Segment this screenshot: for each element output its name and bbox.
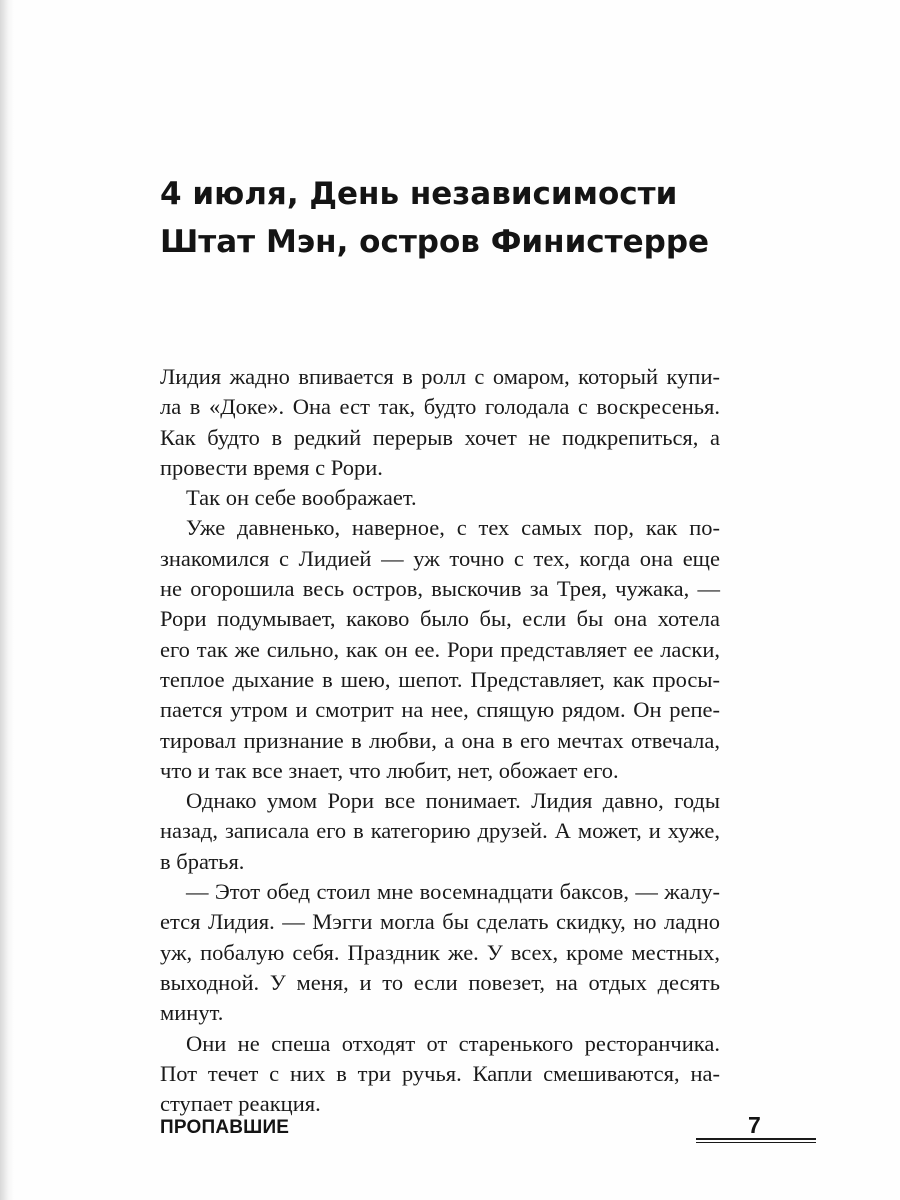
text-line: выходной. У меня, и то если повезет, на отдых десять bbox=[160, 969, 720, 995]
text-line: Как будто в редкий перерыв хочет не подкрепиться, а bbox=[160, 424, 720, 450]
text-line: в братья. bbox=[160, 848, 245, 874]
page-number: 7 bbox=[748, 1112, 761, 1138]
text-line: уж, побалую себя. Праздник же. У всех, кроме местных, bbox=[160, 939, 720, 965]
text-line: Рори подумывает, каково было бы, если бы она хотела bbox=[160, 606, 720, 632]
text-line: Однако умом Рори все понимает. Лидия давно, годы bbox=[186, 788, 720, 814]
text-line: Уже давненько, наверное, с тех самых пор, как по- bbox=[186, 515, 720, 541]
chapter-heading-date: 4 июля, День независимости bbox=[160, 176, 678, 212]
running-footer-title: ПРОПАВШИЕ bbox=[160, 1117, 290, 1138]
chapter-heading-place: Штат Мэн, остров Финистерре bbox=[160, 224, 710, 260]
text-line: его так же сильно, как он ее. Рори представляет ее ласки, bbox=[160, 636, 720, 662]
text-line: тировал признание в любви, а она в его мечтах отвечала, bbox=[160, 727, 720, 753]
text-line: Пот течет с них в три ручья. Капли смешиваются, на- bbox=[160, 1060, 720, 1086]
chapter-heading bbox=[160, 170, 780, 266]
page-edge-shadow bbox=[0, 0, 14, 1200]
text-line: что и так все знает, что любит, нет, обожает его. bbox=[160, 757, 619, 783]
text-line: ется Лидия. — Мэгги могла бы сделать скидку, но ладно bbox=[160, 909, 720, 935]
text-line: Так он себе воображает. bbox=[186, 485, 417, 511]
text-line: пается утром и смотрит на нее, спящую рядом. Он репе- bbox=[160, 697, 720, 723]
text-line: не огорошила весь остров, выскочив за Трея, чужака, — bbox=[160, 576, 720, 602]
text-line: назад, записала его в категорию друзей. А может, и хуже, bbox=[160, 818, 720, 844]
text-line: провести время с Рори. bbox=[160, 454, 383, 480]
text-line: минут. bbox=[160, 1000, 224, 1026]
text-line: теплое дыхание в шею, шепот. Представляет, как просы- bbox=[160, 666, 720, 692]
text-line: — Этот обед стоил мне восемнадцати баксов, — жалу- bbox=[186, 879, 720, 905]
text-line: знакомился с Лидией — уж точно с тех, когда она еще bbox=[160, 545, 720, 571]
text-line: Лидия жадно впивается в ролл с омаром, который купи- bbox=[160, 364, 720, 389]
text-line: ступает реакция. bbox=[160, 1091, 321, 1117]
page-number-rule bbox=[696, 1138, 816, 1140]
chapter-body bbox=[160, 362, 720, 1119]
page-number-rule-thin bbox=[696, 1142, 816, 1143]
text-line: Они не спеша отходят от старенького ресторанчика. bbox=[186, 1030, 720, 1056]
text-line: ла в «Доке». Она ест так, будто голодала с воскресенья. bbox=[160, 394, 720, 420]
